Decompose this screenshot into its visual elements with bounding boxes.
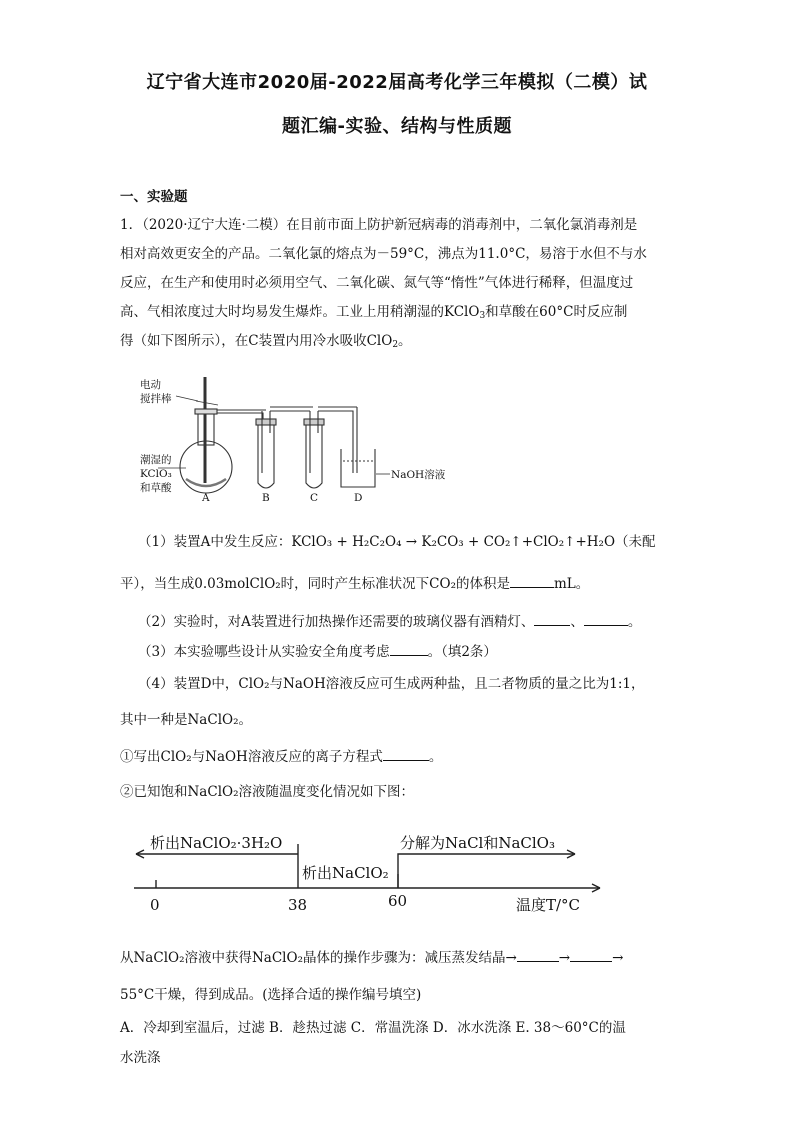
arrow: → (612, 950, 624, 966)
stirrer-label: 电动 (140, 379, 161, 391)
q1-para-line1: 1．（2020·辽宁大连·二模）在目前市面上防护新冠病毒的消毒剂中，二氧化氯消毒剂是 (120, 217, 638, 233)
arrow: → (558, 950, 571, 966)
sub3-text: （3）本实验哪些设计从实验安全角度考虑 (138, 644, 390, 660)
document-title-line1: 辽宁省大连市2020届-2022届高考化学三年模拟（二模）试 (146, 72, 648, 93)
answer-blank[interactable] (534, 613, 570, 626)
tick-label: 38 (288, 896, 308, 914)
stirrer-label: 搅拌棒 (140, 393, 172, 405)
answer-blank[interactable] (390, 643, 428, 656)
sub1-text: mL。 (554, 576, 590, 592)
apparatus-figure (138, 375, 488, 505)
temperature-60: 60°C (539, 304, 574, 320)
sub3-text: 。（填2条） (427, 644, 497, 660)
sub5-options-line2: 水洗涤 (120, 1050, 161, 1066)
sub1-line2 (120, 572, 589, 592)
q1-para-line5 (120, 329, 412, 350)
sub2-text: 。 (627, 614, 642, 630)
mid-region-label: 析出NaClO₂ (302, 864, 389, 882)
reagent-label: KClO₃ (140, 468, 172, 480)
label-a: A (202, 492, 210, 504)
label-c: C (310, 492, 319, 504)
section-heading: 一、实验题 (120, 189, 188, 205)
label-b: B (262, 492, 270, 504)
sub3-line (138, 640, 497, 660)
separator: 、 (570, 614, 584, 630)
left-region-label: 析出NaClO₂·3H₂O (150, 834, 283, 852)
formula-clo2: ClO$_2$ (366, 333, 399, 350)
sub1-line1 (138, 530, 656, 550)
sub1-text: （未配 (615, 534, 656, 550)
sub4-line2: 其中一种是NaClO₂。 (120, 712, 252, 728)
naoh-label: NaOH溶液 (391, 469, 446, 481)
sub5-line2: 55°C干燥，得到成品。(选择合适的操作编号填空) (120, 987, 422, 1003)
answer-blank[interactable] (584, 613, 628, 626)
axis-label: 温度T/°C (516, 896, 581, 914)
sub4-text: ①写出ClO₂与NaOH溶液反应的离子方程式 (120, 749, 383, 765)
answer-blank[interactable] (383, 748, 429, 761)
sub4-line3 (120, 745, 442, 765)
reaction-equation: KClO₃ + H₂C₂O₄ → K₂CO₃ + CO₂↑+ClO₂↑+H₂O (291, 534, 616, 550)
q1-text: 。 (398, 333, 412, 349)
q1-text: 高、气相浓度过大时均易发生爆炸。工业上用稍潮湿的 (120, 304, 444, 320)
q1-para-line4 (120, 300, 627, 321)
sub2-line (138, 610, 641, 630)
right-region-label: 分解为NaCl和NaClO₃ (400, 834, 555, 852)
sub5-options-line1: A．冷却到室温后，过滤 B．趁热过滤 C．常温洗涤 D．冰水洗涤 E. 38～60°C的温 (120, 1020, 626, 1036)
tick-label: 60 (388, 892, 408, 910)
sub4-line1: （4）装置D中，ClO₂与NaOH溶液反应可生成两种盐，且二者物质的量之比为1:1， (138, 676, 645, 692)
sub1-text: 平），当生成0.03molClO₂时，同时产生标准状况下CO₂的体积是 (120, 576, 510, 592)
tick-label: 0 (150, 896, 160, 914)
sub2-text: （2）实验时，对A装置进行加热操作还需要的玻璃仪器有酒精灯、 (138, 614, 535, 630)
sub1-text: （1）装置A中发生反应： (138, 534, 292, 550)
answer-blank[interactable] (570, 949, 612, 962)
label-d: D (354, 492, 363, 504)
q1-text: 时反应制 (573, 304, 628, 320)
q1-para-line2: 相对高效更安全的产品。二氧化氯的熔点为－59°C，沸点为11.0°C，易溶于水但不与水 (120, 246, 647, 262)
q1-text: 和草酸在 (485, 304, 540, 320)
answer-blank[interactable] (510, 575, 554, 588)
sub5-text: 从NaClO₂溶液中获得NaClO₂晶体的操作步骤为：减压蒸发结晶→ (120, 950, 517, 966)
answer-blank[interactable] (517, 949, 559, 962)
sub4-text: 。 (428, 749, 443, 765)
formula-kclo3: KClO$_3$ (444, 304, 486, 321)
sub5-line1 (120, 946, 623, 966)
sub4-line4: ②已知饱和NaClO₂溶液随温度变化情况如下图： (120, 784, 414, 800)
reagent-label: 和草酸 (140, 482, 172, 494)
document-title-line2: 题汇编-实验、结构与性质题 (282, 116, 512, 137)
q1-text: 得（如下图所示），在C装置内用冷水吸收 (120, 333, 367, 349)
temperature-diagram (130, 822, 610, 917)
q1-para-line3: 反应，在生产和使用时必须用空气、二氧化碳、氮气等“惰性”气体进行稀释，但温度过 (120, 275, 634, 291)
reagent-label: 潮湿的 (140, 454, 172, 466)
